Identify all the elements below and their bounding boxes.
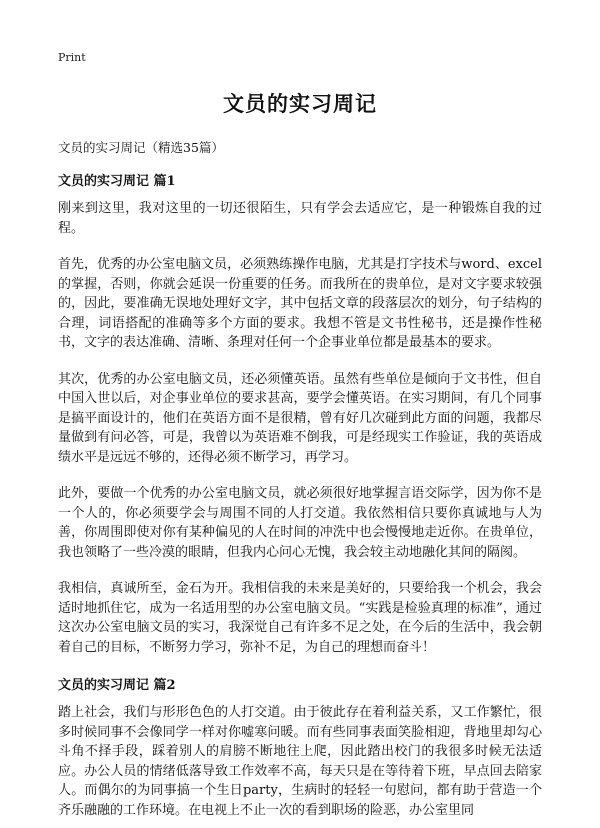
section-heading: 文员的实习周记 篇1: [58, 174, 176, 189]
section-2: [58, 674, 542, 820]
document-title: 文员的实习周记: [223, 91, 377, 116]
print-link[interactable]: Print: [58, 51, 86, 64]
paragraph: 首先，优秀的办公室电脑文员，必须熟练操作电脑，尤其是打字技术与word、excel的掌握，否则，你就会延误一份重要的任务。而我所在的贵单位，是对文字要求较强的，因此，要准确无误地处理好文字，其中包括文章的段落层次的划分，句子结构的合理，词语搭配的准确等多个方面的要求。我想不管是文书性秘书，还是操作性秘书，文字的表达准确、清晰、条理对任何一个企事业单位都是最基本的要求。: [58, 257, 542, 350]
paragraph: 此外，要做一个优秀的办公室电脑文员，就必须很好地掌握言语交际学，因为你不是一个人的，你必须要学会与周围不同的人打交道。我依然相信只要你真诚地与人为善，你周围即使对你有某种偏见的人在时间的冲洗中也会慢慢地走近你。在贵单位，我也领略了一些冷漠的眼睛，但我内心问心无愧，我会较主动地融化其间的隔阂。: [58, 486, 542, 560]
paragraph: 踏上社会，我们与形形色色的人打交道。由于彼此存在着利益关系，又工作繁忙，很多时候同事不会像同学一样对你嘘寒问暖。而有些同事表面笑脸相迎，背地里却勾心斗角不择手段，踩着别人的肩膀不断地往上爬，因此踏出校门的我很多时候无法适应。办公人员的情绪低落导致工作效率不高，每天只是在等待着下班，早点回去陪家人。而偶尔的为同事搞一个生日party，生病时的轻轻一句慰问，都有助于营造一个齐乐融融的工作环境。在电视上不止一次的看到职场的险恶，办公室里同: [58, 705, 542, 818]
paragraph: 其次，优秀的办公室电脑文员，还必须懂英语。虽然有些单位是倾向于文书性，但自中国入世以后，对企事业单位的要求甚高，要学会懂英语。在实习期间，有几个同事是搞平面设计的，他们在英语方面不是很精，曾有好几次碰到此方面的问题，我都尽量做到有问必答，可是，我曾以为英语难不倒我，可是经现实工作验证，我的英语成绩水平是远远不够的，还得必须不断学习，再学习。: [58, 371, 542, 465]
paragraph: 我相信，真诚所至，金石为开。我相信我的未来是美好的，只要给我一个机会，我会适时地抓住它，成为一名适用型的办公室电脑文员。“实践是检验真理的标准”，通过这次办公室电脑文员的实习，我深觉自己有许多不足之处，在今后的生活中，我会朝着自己的目标，不断努力学习，弥补不足，为自己的理想而奋斗！: [58, 581, 542, 655]
section-1: [58, 170, 542, 657]
paragraph: 刚来到这里，我对这里的一切还很陌生，只有学会去适应它，是一种锻炼自我的过程。: [58, 201, 542, 236]
section-heading: 文员的实习周记 篇2: [58, 678, 176, 693]
document-subtitle: 文员的实习周记（精选35篇）: [58, 140, 224, 155]
